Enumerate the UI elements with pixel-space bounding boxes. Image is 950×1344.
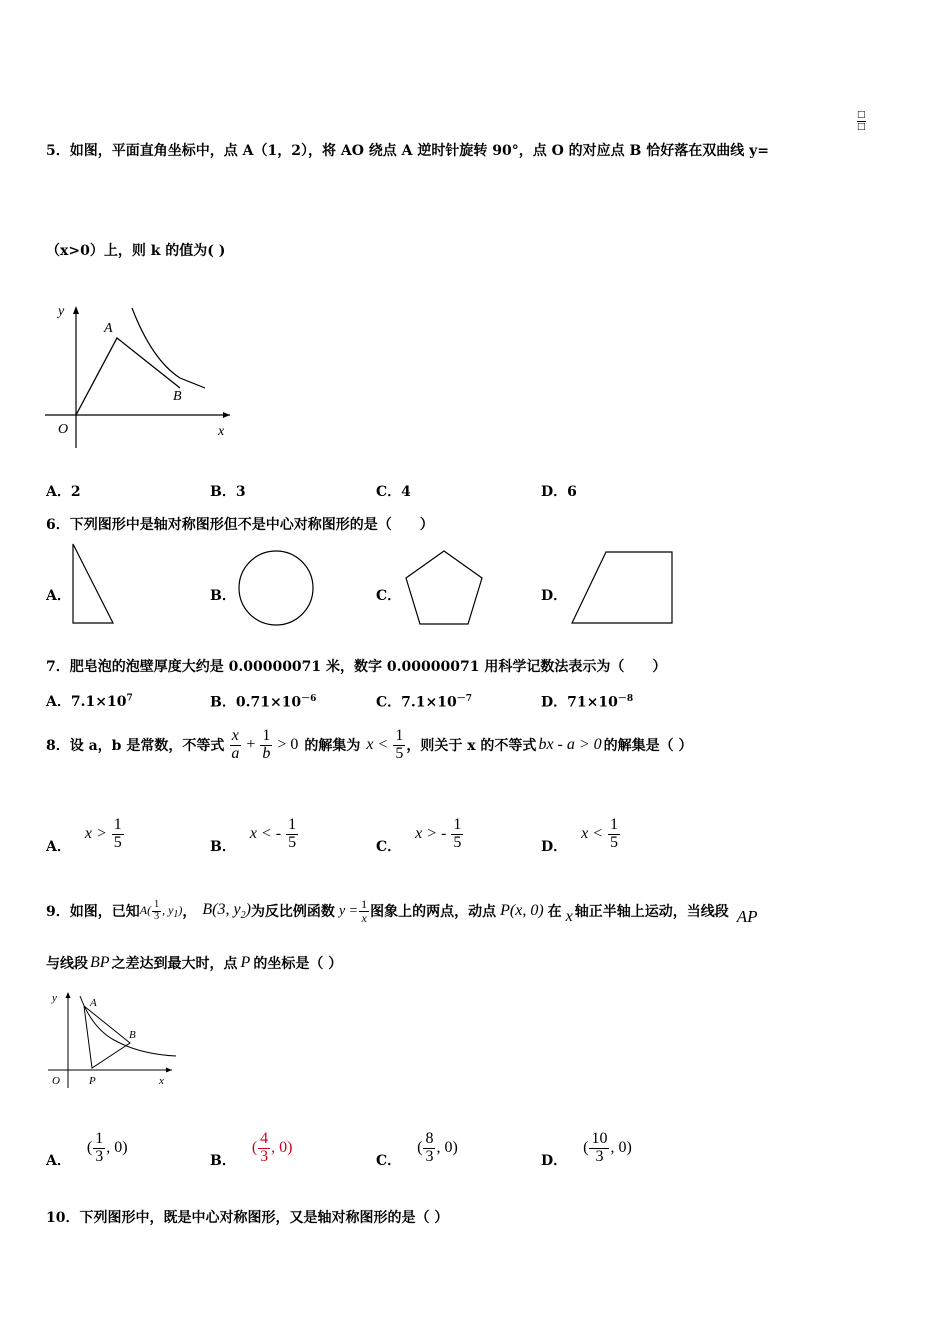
q5-broken-fraction (857, 110, 866, 133)
q9-text-3: 图象上的两点，动点 (370, 904, 497, 920)
q10-stem: 10．下列图形中，既是中心对称图形，又是轴对称图形的是（ ） (46, 1210, 449, 1226)
q9-point-a: A( $\frac{1}{3}$ , $y_1$) (139, 899, 183, 922)
q5-hyperbola (132, 308, 205, 388)
q5-stem-line1: 5．如图，平面直角坐标中，点 A（1，2），将 AO 绕点 A 逆时针旋转 90°，点 O 的对应点 B 恰好落在双曲线 y= (46, 143, 769, 159)
q7-option-d[interactable]: D．$71\times 10^{-8}$ (541, 694, 634, 711)
q6-option-a-label[interactable]: A． (46, 588, 71, 604)
q8-option-b[interactable]: B． x < - $\frac{1}{5}$ (210, 815, 297, 855)
q9-label-y: y (52, 992, 57, 1004)
q5-option-c[interactable]: C．4 (376, 484, 411, 500)
q5-broken-denominator: □ (857, 122, 866, 132)
q6-option-d-shape[interactable] (568, 548, 678, 628)
q5-option-a[interactable]: A．2 (46, 484, 81, 500)
q6-option-c-label[interactable]: C． (376, 588, 402, 604)
q8-option-a[interactable]: A． x > $\frac{1}{5}$ (46, 815, 122, 855)
q9-option-c[interactable]: C． ( $\frac{8}{3}$ , 0) (376, 1129, 458, 1169)
q9-x-var: x (565, 908, 573, 925)
q9-option-d[interactable]: D． ( $\frac{10}{3}$ , 0) (541, 1129, 632, 1169)
q5-stem-line2: （x>0）上，则 k 的值为( ) (46, 243, 226, 259)
q9-y-arrow (66, 992, 71, 998)
q5-figure (40, 300, 235, 450)
q9-label-p: P (89, 1075, 96, 1087)
q5-label-a: A (104, 321, 113, 336)
q9-figure (44, 988, 184, 1090)
q8-text-1: 8．设 a，b 是常数，不等式 (46, 738, 225, 755)
q9-text-7: 之差达到最大时，点 (111, 956, 238, 972)
q9-label-b: B (129, 1029, 136, 1041)
q9-text-8: 的坐标是（ ） (253, 956, 343, 972)
q8-text-2: 的解集为 (304, 738, 361, 755)
q5-y-arrow (73, 306, 79, 314)
q7-option-c[interactable]: C．$7.1\times 10^{-7}$ (376, 694, 472, 711)
q9-stem-line1 (46, 895, 926, 927)
q5-label-o: O (58, 422, 69, 437)
q5-label-x: x (218, 424, 225, 439)
q9-stem-line2 (46, 953, 342, 973)
q6-option-d-label[interactable]: D． (541, 588, 568, 604)
q8-inequality-2: bx - a > 0 (538, 736, 602, 754)
q8-inequality-1: $\frac{x}{a}$ + $\frac{1}{b}$ > 0 (231, 727, 299, 762)
q9-point-b: B(3, $y_2$) (202, 900, 251, 922)
q9-point-p: P(x, 0) (500, 902, 544, 919)
q9-p-var: P (240, 954, 251, 971)
q8-solution: x < $\frac{1}{5}$ (366, 727, 404, 762)
q8-option-c[interactable]: C． x > - $\frac{1}{5}$ (376, 815, 462, 855)
q9-text-4: 在 (547, 904, 562, 920)
q7-option-a[interactable]: A．$7.1\times 10^7$ (46, 693, 133, 710)
q5-broken-numerator: □ (857, 110, 866, 120)
q9-text-5: 轴正半轴上运动，当线段 (574, 904, 729, 920)
q9-text-1: 9．如图，已知 (46, 904, 140, 920)
q9-function: y = $\frac{1}{x}$ (338, 896, 368, 925)
q5-x-arrow (223, 412, 230, 418)
q6-option-a-shape[interactable] (68, 540, 118, 628)
q9-text-2: 为反比例函数 (250, 904, 335, 920)
q8-option-d[interactable]: D． x < $\frac{1}{5}$ (541, 815, 619, 855)
q5-label-b: B (173, 389, 182, 404)
q5-segments (76, 338, 180, 415)
q6-option-b-label[interactable]: B． (210, 588, 236, 604)
q7-stem: 7．肥皂泡的泡壁厚度大约是 0.00000071 米，数字 0.00000071 用科学记数法表示为（ ） (46, 659, 667, 675)
q9-text-6: 与线段 (46, 956, 88, 972)
q9-x-arrow (166, 1068, 172, 1073)
q8-stem (46, 728, 693, 763)
q9-label-o: O (52, 1075, 60, 1087)
q7-option-b[interactable]: B．$0.71\times 10^{-6}$ (210, 694, 317, 711)
q9-triangle (84, 1006, 130, 1068)
q6-option-b-shape[interactable] (236, 548, 316, 628)
q9-comma: ， (182, 904, 197, 920)
q8-text-3: ，则关于 x 的不等式 (406, 738, 537, 755)
q5-option-d[interactable]: D．6 (541, 484, 577, 500)
q9-bp: BP (90, 954, 110, 971)
q5-option-b[interactable]: B．3 (210, 484, 246, 500)
q8-text-4: 的解集是（ ） (603, 738, 693, 755)
q6-option-c-shape[interactable] (402, 548, 486, 628)
q9-ap: AP (736, 907, 758, 926)
q6-stem: 6．下列图形中是轴对称图形但不是中心对称图形的是（ ） (46, 517, 434, 533)
q9-option-a[interactable]: A． ( $\frac{1}{3}$ , 0) (46, 1129, 128, 1169)
q5-label-y: y (58, 304, 65, 319)
q9-label-a: A (90, 997, 97, 1009)
q9-label-x: x (159, 1075, 164, 1087)
q9-option-b[interactable]: B． ( $\frac{4}{3}$ , 0) (210, 1129, 293, 1169)
